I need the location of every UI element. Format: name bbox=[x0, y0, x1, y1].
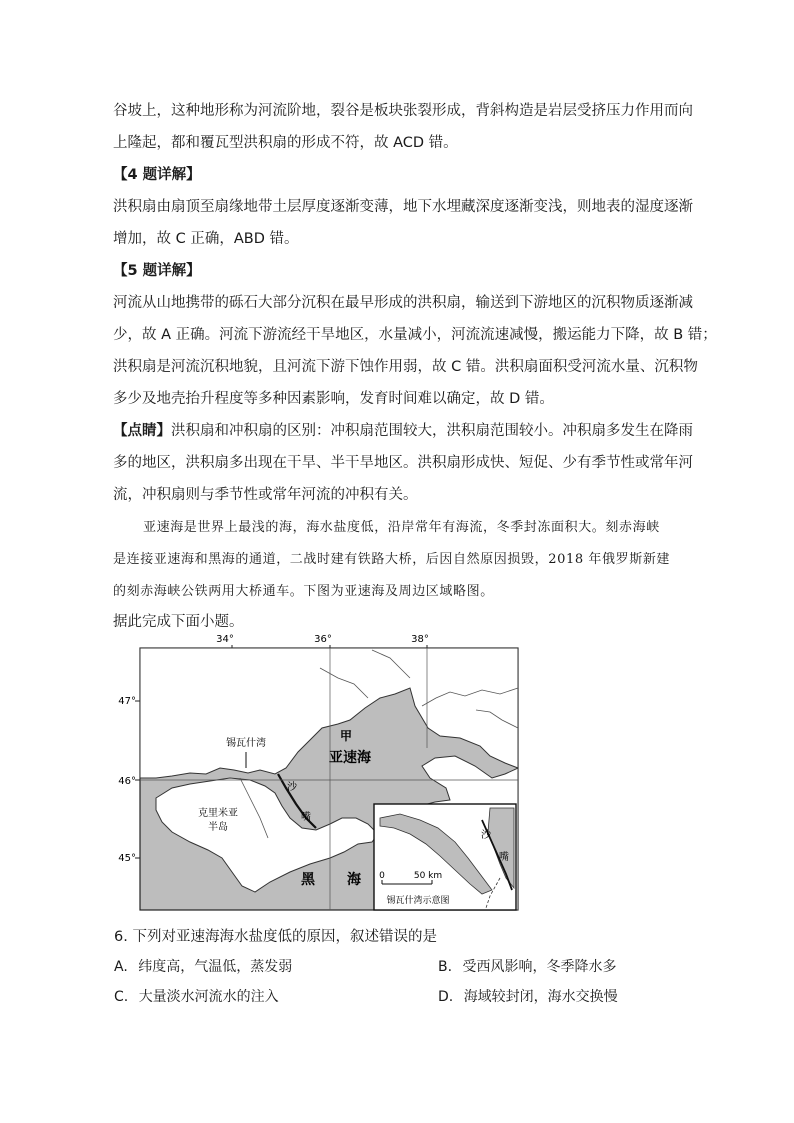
answer-text-line: 流，冲积扇则与季节性或常年河流的冲积有关。 bbox=[113, 487, 418, 503]
jia-label: 甲 bbox=[339, 729, 353, 743]
black-sea-label-2: 海 bbox=[347, 872, 361, 888]
option-c-text: 大量淡水河流水的注入 bbox=[138, 989, 279, 1005]
option-a-text: 纬度高，气温低，蒸发弱 bbox=[138, 959, 293, 975]
answer-text-line: 多的地区，洪积扇多出现在干旱、半干旱地区。洪积扇形成快、短促、少有季节性或常年河 bbox=[113, 455, 693, 471]
answer-text-line: 洪积扇是河流沉积地貌，且河流下游下蚀作用弱，故 C 错。洪积扇面积受河流水量、沉积物 bbox=[113, 359, 698, 375]
answer-text-line: 河流从山地携带的砾石大部分沉积在最早形成的洪积扇，输送到下游地区的沉积物质逐渐减 bbox=[113, 295, 693, 311]
sivash-bay-label: 锡瓦什湾 bbox=[226, 738, 266, 749]
section-heading-q5: 【5 题详解】 bbox=[113, 263, 201, 279]
crimea-label-line1: 克里米亚 bbox=[198, 808, 238, 819]
answer-text-line: 增加，故 C 正确，ABD 错。 bbox=[113, 231, 299, 247]
inset-sha-label: 沙 bbox=[481, 830, 491, 841]
crimea-label-line2: 半岛 bbox=[208, 822, 228, 833]
answer-text-line: 洪积扇由扇顶至扇缘地带土层厚度逐渐变薄，地下水埋藏深度逐渐变浅，则地表的湿度逐渐 bbox=[113, 199, 693, 215]
azov-sea-label: 亚速海 bbox=[329, 750, 371, 766]
inset-zui-label: 嘴 bbox=[499, 852, 509, 863]
black-sea-label-1: 黑 bbox=[301, 872, 315, 888]
azov-sea-map bbox=[110, 628, 530, 918]
tip-line bbox=[113, 421, 693, 441]
intro-text-line: 的刻赤海峡公铁两用大桥通车。下图为亚速海及周边区域略图。 bbox=[113, 584, 494, 599]
spit-label-sha: 沙 bbox=[287, 782, 297, 793]
option-d-label: D. bbox=[438, 989, 454, 1005]
lon-label-34: 34° bbox=[216, 634, 234, 645]
question-stem: 6. 下列对亚速海海水盐度低的原因，叙述错误的是 bbox=[114, 929, 437, 945]
option-a bbox=[114, 957, 292, 977]
section-heading-q4: 【4 题详解】 bbox=[113, 167, 201, 183]
answer-text-line: 谷坡上，这种地形称为河流阶地，裂谷是板块张裂形成，背斜构造是岩层受挤压力作用而向 bbox=[113, 103, 693, 119]
answer-text-line: 上隆起，都和覆瓦型洪积扇的形成不符，故 ACD 错。 bbox=[113, 135, 458, 151]
option-d-text: 海域较封闭，海水交换慢 bbox=[463, 989, 618, 1005]
option-c-label: C. bbox=[114, 989, 129, 1005]
spit-label-zui: 嘴 bbox=[301, 812, 311, 823]
option-b bbox=[438, 957, 617, 977]
scale-zero: 0 bbox=[379, 871, 385, 881]
answer-text-line: 少，故 A 正确。河流下游流经干旱地区，水量减小，河流流速减慢，搬运能力下降，故 B 错； bbox=[113, 327, 717, 343]
tip-text: 洪积扇和冲积扇的区别：冲积扇范围较大，洪积扇范围较小。冲积扇多发生在降雨 bbox=[171, 423, 693, 439]
lat-label-46: 46° bbox=[118, 776, 136, 787]
option-b-text: 受西风影响，冬季降水多 bbox=[462, 959, 617, 975]
lat-label-45: 45° bbox=[118, 853, 136, 864]
intro-text-line: 亚速海是世界上最浅的海，海水盐度低，沿岸常年有海流，冬季封冻面积大。刻赤海峡 bbox=[143, 520, 660, 535]
option-d bbox=[438, 987, 618, 1007]
scale-distance: 50 km bbox=[413, 871, 443, 881]
intro-text-line: 是连接亚速海和黑海的通道，二战时建有铁路大桥，后因自然原因损毁，2018 年俄罗斯新建 bbox=[113, 552, 671, 567]
lon-label-38: 38° bbox=[411, 634, 429, 645]
inset-map bbox=[374, 804, 516, 910]
answer-text-line: 多少及地壳抬升程度等多种因素影响，发育时间难以确定，故 D 错。 bbox=[113, 391, 554, 407]
option-c bbox=[114, 987, 279, 1007]
prompt-line: 据此完成下面小题。 bbox=[113, 614, 244, 630]
inset-caption: 锡瓦什湾示意图 bbox=[386, 896, 450, 906]
lat-label-47: 47° bbox=[118, 696, 136, 707]
lon-label-36: 36° bbox=[314, 634, 332, 645]
option-a-label: A. bbox=[114, 959, 128, 975]
option-b-label: B. bbox=[438, 959, 453, 975]
tip-label: 【点睛】 bbox=[113, 423, 171, 439]
